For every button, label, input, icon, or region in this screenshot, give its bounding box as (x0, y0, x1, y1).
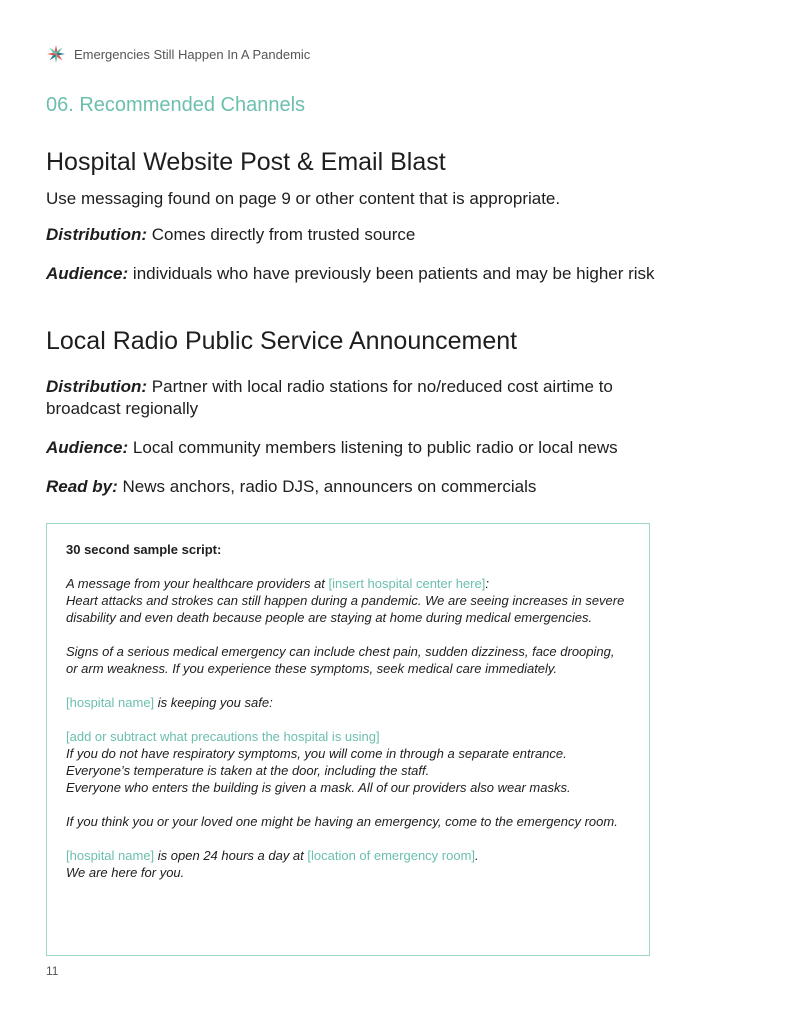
website-distribution (46, 224, 658, 246)
distribution-label: Distribution: (46, 225, 148, 244)
sample-script-box (46, 523, 650, 956)
heading-radio-psa: Local Radio Public Service Announcement (46, 327, 518, 355)
script-block-safe (66, 694, 629, 711)
script-title: 30 second sample script: (66, 542, 222, 557)
distribution-text: Partner with local radio stations for no/reduced cost airtime to broadcast regionally (46, 377, 613, 418)
header-title: Emergencies Still Happen In A Pandemic (74, 46, 311, 62)
starburst-logo-icon (46, 44, 66, 64)
audience-text: Local community members listening to public radio or local news (128, 438, 618, 457)
script-line (66, 575, 629, 592)
audience-label: Audience: (46, 264, 129, 283)
script-line (66, 847, 629, 864)
script-line: Everyone who enters the building is given a mask. All of our providers also wear masks. (66, 780, 571, 795)
placeholder-er-location: [location of emergency room] (307, 848, 476, 863)
script-block-precautions (66, 728, 629, 796)
audience-text: individuals who have previously been patients and may be higher risk (128, 264, 655, 283)
script-block-intro (66, 575, 629, 626)
radio-distribution (46, 376, 658, 420)
script-text: is keeping you safe: (154, 695, 273, 710)
script-block-closing (66, 847, 629, 881)
distribution-label: Distribution: (46, 377, 148, 396)
placeholder-hospital-center: [insert hospital center here] (328, 576, 486, 591)
script-line: We are here for you. (66, 865, 185, 880)
distribution-text: Comes directly from trusted source (147, 225, 416, 244)
document-header (46, 44, 310, 64)
radio-readby (46, 476, 658, 498)
script-block-emergency (66, 813, 629, 830)
script-line: Everyone’s temperature is taken at the door, including the staff. (66, 763, 430, 778)
script-block-signs (66, 643, 629, 677)
section-label: 06. Recommended Channels (46, 94, 306, 116)
readby-label: Read by: (46, 477, 118, 496)
script-line: If you do not have respiratory symptoms, you will come in through a separate entrance. (66, 746, 567, 761)
placeholder-precautions: [add or subtract what precautions the hospital is using] (66, 729, 380, 744)
placeholder-hospital-name: [hospital name] (66, 695, 155, 710)
script-text: : (485, 576, 489, 591)
radio-audience (46, 437, 658, 459)
script-line: Signs of a serious medical emergency can include chest pain, sudden dizziness, face drooping, or arm weakness. If you experience these symptoms, seek medical care immediately. (66, 644, 615, 676)
audience-label: Audience: (46, 438, 129, 457)
script-text: . (475, 848, 479, 863)
script-line: If you think you or your loved one might be having an emergency, come to the emergency room. (66, 814, 618, 829)
placeholder-hospital-name: [hospital name] (66, 848, 155, 863)
script-text: is open 24 hours a day at (154, 848, 308, 863)
readby-text: News anchors, radio DJS, announcers on commercials (117, 477, 537, 496)
website-intro: Use messaging found on page 9 or other content that is appropriate. (46, 189, 561, 208)
website-audience (46, 263, 658, 285)
script-line: Heart attacks and strokes can still happen during a pandemic. We are seeing increases in severe disability and even death because people are staying at home during medical emergencies. (66, 593, 625, 625)
page-number: 11 (46, 964, 59, 978)
heading-website-email: Hospital Website Post & Email Blast (46, 148, 446, 176)
script-text: A message from your healthcare providers at (66, 576, 329, 591)
script-line (66, 694, 629, 711)
